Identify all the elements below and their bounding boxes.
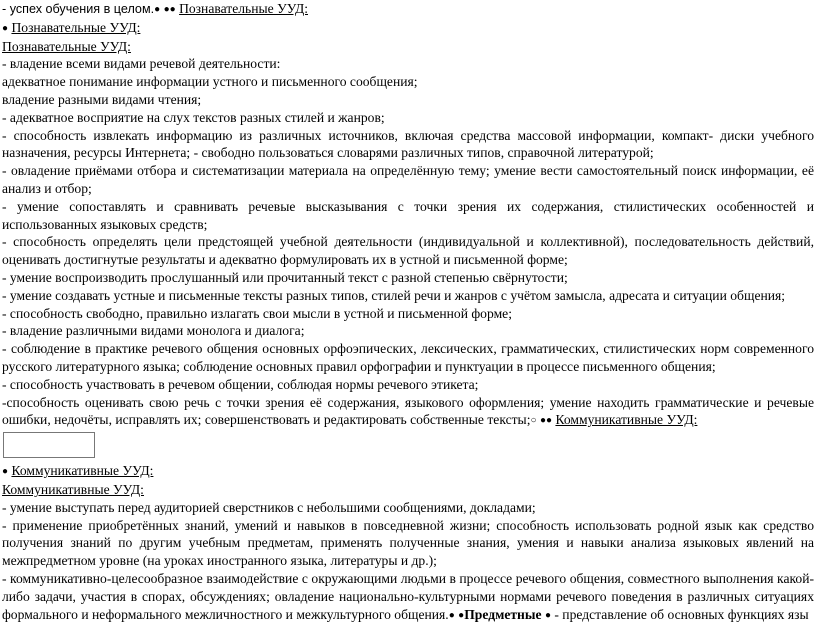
bullet-icon: ● (544, 609, 551, 621)
list-item-text: -способность оценивать свою речь с точки зрения её содержания, языкового оформления; умение находить грамматические и речевые ошибки, недочёты, исправлять их; совершенствовать и редактировать собственные тексты; (2, 394, 814, 428)
list-item: - умение создавать устные и письменные тексты разных типов, стилей речи и жанров с учётом замысла, адресата и ситуации общения; (2, 287, 786, 303)
list-item: - способность свободно, правильно излагать свои мысли в устной и письменной форме; (2, 305, 512, 321)
communicative-link[interactable]: Коммуникативные УУД: (555, 412, 698, 428)
list-item: - адекватное восприятие на слух текстов разных стилей и жанров; (2, 109, 385, 125)
list-item-last (2, 570, 814, 624)
list-item-text: - коммуникативно-целесообразное взаимодействие с окружающими людьми в процессе речевого общения, совместного выполнения какой-либо задачи, участия в спорах, обсуждениях; овладение национально-культурными нормами речевого поведения в различных ситуациях формального и неформального межличностного и межкультурного общения. (2, 570, 814, 622)
communicative-heading-link[interactable]: Коммуникативные УУД: (11, 463, 154, 479)
list-item: - соблюдение в практике речевого общения основных орфоэпических, лексических, грамматических, стилистических норм современного русского литературного языка; соблюдение основных правил орфографии и пунктуации в процессе письменного общения; (2, 341, 814, 374)
cognitive-link[interactable]: Познавательные УУД: (179, 1, 308, 16)
cognitive-heading-link[interactable]: Познавательные УУД: (11, 19, 141, 35)
list-item: - способность участвовать в речевом общении, соблюдая нормы речевого этикета; (2, 376, 479, 392)
list-item: владение разными видами чтения; (2, 91, 202, 107)
bullet-icon: ● (2, 22, 9, 34)
bullet-icon: ● (154, 4, 161, 15)
bullet-icon: ● (448, 609, 455, 621)
top-line (2, 0, 814, 19)
bullet-icon: ● (2, 466, 9, 478)
cognitive-heading-bulleted (2, 19, 814, 38)
list-item: - владение различными видами монолога и диалога; (2, 323, 305, 339)
subject-label: Предметные (464, 606, 542, 622)
empty-placeholder-box (3, 432, 95, 458)
list-item: - овладение приёмами отбора и систематизации материала на определённую тему; умение вести самостоятельный поиск информации, её анализ и отбор; (2, 163, 814, 196)
bullet-icon: ●● (539, 415, 553, 427)
cognitive-heading: Познавательные УУД: (2, 38, 131, 54)
list-item: - умение воспроизводить прослушанный или прочитанный текст с разной степенью свёрнутости; (2, 269, 568, 285)
list-item: - владение всеми видами речевой деятельности: (2, 56, 281, 72)
bullet-icon: ● (458, 609, 465, 621)
communicative-heading: Коммуникативные УУД: (2, 481, 144, 497)
list-item: - применение приобретённых знаний, умений и навыков в повседневной жизни; способность использовать родной язык как средство получения знаний по другим учебным предметам, применять полученные знания, умения и навыки анализа языковых явлений на межпредметном уровне (на уроках иностранного языка, литературы и др.); (2, 517, 814, 569)
list-item-last (2, 394, 814, 431)
subject-text: - представление об основных функциях язы (550, 606, 809, 622)
list-item: - умение сопоставлять и сравнивать речевые высказывания с точки зрения их содержания, стилистических особенностей и использованных языковых средств; (2, 198, 814, 232)
communicative-heading-bulleted (2, 462, 814, 481)
list-item: адекватное понимание информации устного и письменного сообщения; (2, 74, 418, 90)
list-item: - умение выступать перед аудиторией сверстников с небольшими сообщениями, докладами; (2, 499, 536, 515)
list-item: - способность определять цели предстоящей учебной деятельности (индивидуальной и коллективной), последовательность действий, оценивать достигнутые результаты и адекватно формулировать их в устной и письменной форме; (2, 234, 814, 268)
success-text: - успех обучения в целом. (2, 2, 155, 16)
bullet-icon: ●● (163, 4, 176, 15)
small-circle-icon: ○ (530, 415, 537, 427)
list-item: - способность извлекать информацию из различных источников, включая средства массовой информации, компакт- диски учебного назначения, ресурсы Интернета; - свободно пользоваться словарями различных типов, справочной литературой; (2, 127, 814, 161)
